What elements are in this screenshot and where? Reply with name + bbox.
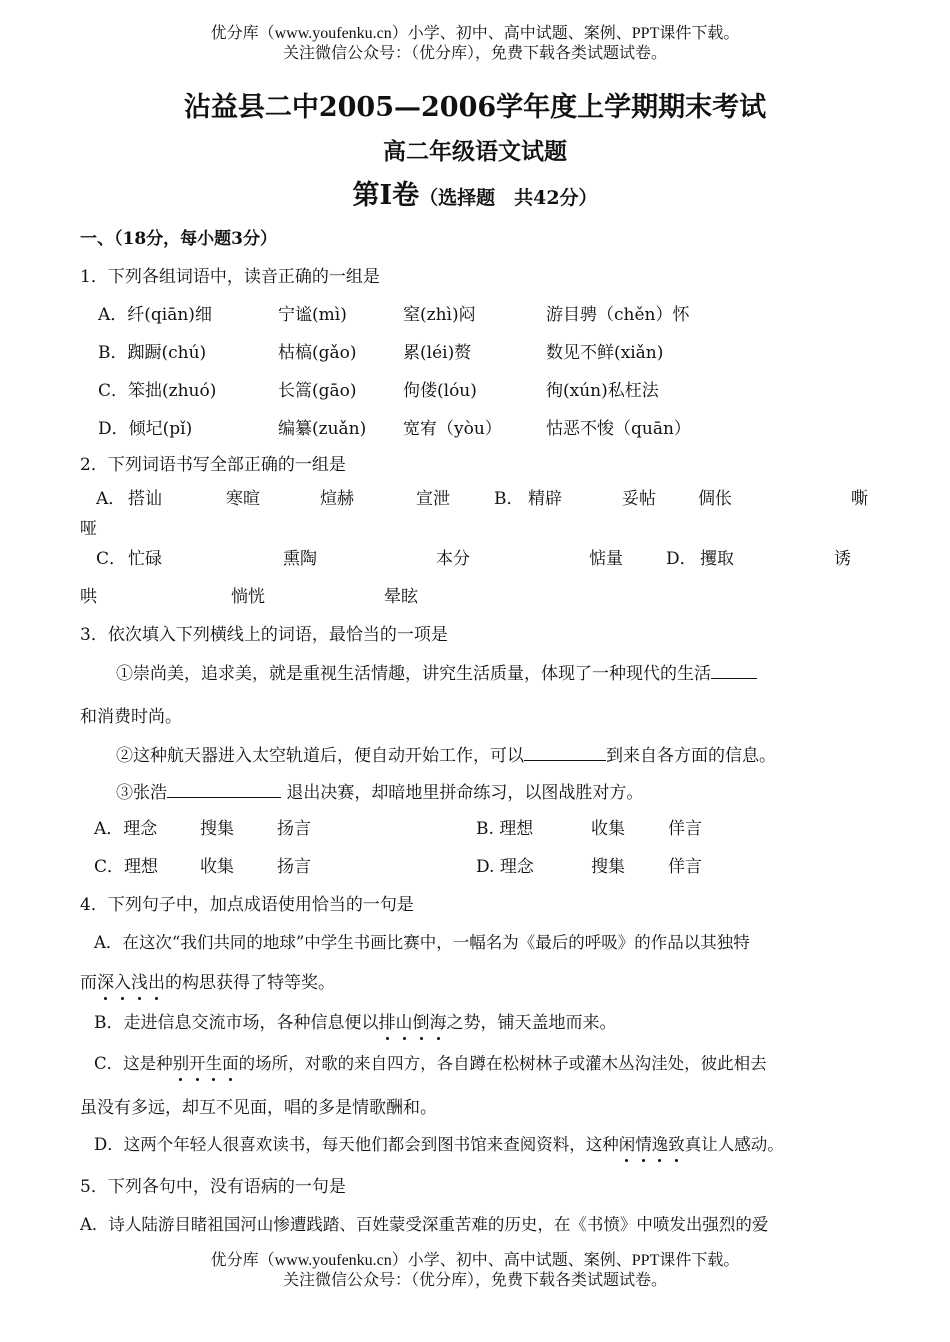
q3-opt-a-2: 搜集 bbox=[200, 819, 234, 839]
q4-a-line-2 bbox=[80, 972, 335, 994]
q3-opt-d-3: 佯言 bbox=[668, 857, 702, 877]
emphasis-char: 排 bbox=[378, 1013, 396, 1033]
q3-blank-1 bbox=[711, 662, 757, 679]
q4-b-idiom bbox=[379, 1013, 447, 1033]
q3-opt-d-1: D. 理念 bbox=[476, 857, 534, 877]
header-line-1: 优分库（www.youfenku.cn）小学、初中、高中试题、案例、PPT课件下载。 bbox=[210, 25, 740, 42]
q3-opt-c-2: 收集 bbox=[200, 857, 234, 877]
q1-b-4: 数见不鲜(xiǎn) bbox=[546, 343, 664, 363]
emphasis-char: 入 bbox=[114, 973, 131, 993]
q1-d-3: 宽宥（yòu） bbox=[403, 419, 502, 439]
q2-a-1: 搭讪 bbox=[128, 489, 162, 509]
q4-b-pre: B．走进信息交流市场，各种信息便以 bbox=[94, 1013, 379, 1033]
q2-b-2: 妥帖 bbox=[622, 489, 656, 509]
q2-d-2b: 哄 bbox=[80, 587, 97, 607]
emphasis-char: 逸 bbox=[651, 1135, 669, 1154]
emphasis-char: 倒 bbox=[412, 1013, 430, 1033]
q2-c-label: C． bbox=[96, 549, 127, 569]
q1-b-1: B．踟蹰(chú) bbox=[98, 343, 207, 363]
q3-sentence-2 bbox=[116, 744, 776, 767]
q3-opt-b-3: 佯言 bbox=[668, 819, 702, 839]
q3-s3-pre: ③张浩 bbox=[116, 783, 167, 803]
q2-b-3: 倜伥 bbox=[698, 489, 732, 509]
q1-c-3: 佝偻(lóu) bbox=[403, 381, 477, 401]
q1-d-1: D．倾圮(pǐ) bbox=[98, 419, 193, 439]
q1-d-4: 怙恶不悛（quān） bbox=[546, 419, 691, 439]
q2-d-1: 攫取 bbox=[700, 549, 734, 569]
q4-c-line-1 bbox=[94, 1053, 767, 1075]
emphasis-char: 浅 bbox=[131, 973, 148, 993]
q3-sentence-3 bbox=[116, 781, 643, 804]
footer-line-1: 优分库（www.youfenku.cn）小学、初中、高中试题、案例、PPT课件下载。 bbox=[210, 1252, 740, 1269]
q3-s1-text: ①崇尚美，追求美，就是重视生活情趣，讲究生活质量，体现了一种现代的生活 bbox=[116, 664, 711, 684]
q3-opt-a-3: 扬言 bbox=[277, 819, 311, 839]
q4-d-post: 真让人感动。 bbox=[684, 1135, 784, 1154]
q4-c-pre: C．这是种 bbox=[94, 1054, 173, 1073]
q4-a-idiom bbox=[97, 973, 165, 993]
q2-stem: 2．下列词语书写全部正确的一组是 bbox=[80, 455, 346, 475]
emphasis-char: 别 bbox=[172, 1054, 190, 1073]
q2-b-label: B． bbox=[494, 489, 524, 509]
q3-blank-2 bbox=[524, 744, 606, 761]
q3-blank-3 bbox=[167, 781, 281, 798]
q3-s1-cont: 和消费时尚。 bbox=[80, 707, 182, 727]
q2-a-3: 煊赫 bbox=[320, 489, 354, 509]
q2-a-label: A． bbox=[96, 489, 126, 509]
q1-stem: 1．下列各组词语中，读音正确的一组是 bbox=[80, 267, 380, 287]
q2-b-1: 精辟 bbox=[528, 489, 562, 509]
q2-c-2: 熏陶 bbox=[283, 549, 317, 569]
q4-c-line-2: 虽没有多远，却互不见面，唱的多是情歌酬和。 bbox=[80, 1098, 437, 1118]
q1-a-4: 游目骋（chěn）怀 bbox=[546, 305, 690, 325]
q3-opt-a-1: A．理念 bbox=[94, 819, 158, 839]
main-title: 沾益县二中2005—2006学年度上学期期末考试 bbox=[183, 92, 767, 123]
q2-a-4: 宣泄 bbox=[416, 489, 450, 509]
q3-opt-d-2: 搜集 bbox=[591, 857, 625, 877]
q1-b-3: 累(léi)赘 bbox=[403, 343, 472, 363]
q3-opt-c-1: C．理想 bbox=[94, 857, 159, 877]
emphasis-char: 深 bbox=[97, 973, 114, 993]
q3-s3-post: 退出决赛，却暗地里拼命练习，以图战胜对方。 bbox=[281, 783, 644, 803]
q4-a-pre: 而 bbox=[80, 973, 97, 993]
emphasis-char: 致 bbox=[668, 1135, 685, 1154]
emphasis-char: 山 bbox=[395, 1013, 413, 1033]
q3-opt-b-1: B. 理想 bbox=[476, 819, 534, 839]
q2-c-3: 本分 bbox=[436, 549, 470, 569]
emphasis-char: 情 bbox=[635, 1135, 652, 1154]
q4-d-pre: D．这两个年轻人很喜欢读书，每天他们都会到图书馆来查阅资料，这种 bbox=[94, 1135, 619, 1154]
q1-a-3: 窒(zhì)闷 bbox=[403, 305, 476, 325]
q3-sentence-1 bbox=[116, 662, 757, 685]
emphasis-char: 面 bbox=[222, 1054, 239, 1073]
emphasis-char: 海 bbox=[429, 1013, 447, 1033]
q2-d-2a: 诱 bbox=[834, 549, 851, 569]
q1-a-2: 宁谧(mì) bbox=[278, 305, 347, 325]
q1-c-4: 徇(xún)私枉法 bbox=[546, 381, 659, 401]
q2-a-2: 寒暄 bbox=[226, 489, 260, 509]
q1-c-1: C．笨拙(zhuó) bbox=[98, 381, 217, 401]
q3-opt-c-3: 扬言 bbox=[277, 857, 311, 877]
q1-d-2: 编纂(zuǎn) bbox=[278, 419, 367, 439]
q4-b-post: 之势，铺天盖地而来。 bbox=[446, 1013, 617, 1033]
q2-c-4: 惦量 bbox=[589, 549, 623, 569]
emphasis-char: 开 bbox=[189, 1054, 206, 1073]
q4-b-line bbox=[94, 1012, 617, 1034]
q2-b-4b: 哑 bbox=[80, 519, 97, 539]
q2-d-3: 惝恍 bbox=[231, 587, 265, 607]
footer-line-2: 关注微信公众号：（优分库），免费下载各类试题试卷。 bbox=[282, 1272, 667, 1289]
q1-a-1: A．纤(qiān)细 bbox=[98, 305, 212, 325]
q2-c-1: 忙碌 bbox=[128, 549, 162, 569]
sub-title: 高二年级语文试题 bbox=[383, 138, 567, 165]
volume-label: 第Ⅰ卷 bbox=[352, 180, 420, 211]
q3-opt-b-2: 收集 bbox=[591, 819, 625, 839]
section-heading: 一、（18分，每小题3分） bbox=[80, 229, 277, 249]
q5-stem: 5．下列各句中，没有语病的一句是 bbox=[80, 1177, 346, 1197]
q4-stem: 4．下列句子中，加点成语使用恰当的一句是 bbox=[80, 895, 414, 915]
q2-d-label: D． bbox=[666, 549, 697, 569]
q4-a-post: 的构思获得了特等奖。 bbox=[165, 973, 335, 993]
volume-note: （选择题 共42分） bbox=[419, 187, 598, 209]
q4-c-post: 的场所，对歌的来自四方，各自蹲在松树林子或灌木丛沟洼处，彼此相去 bbox=[238, 1054, 767, 1073]
q5-a-line-1: A．诗人陆游目睹祖国河山惨遭践踏、百姓蒙受深重苦难的历史，在《书愤》中喷发出强烈的爱 bbox=[80, 1215, 769, 1234]
q3-s2-post: 到来自各方面的信息。 bbox=[606, 746, 776, 766]
emphasis-char: 出 bbox=[148, 973, 165, 993]
q4-a-line-1: A．在这次“我们共同的地球”中学生书画比赛中，一幅名为《最后的呼吸》的作品以其独特 bbox=[94, 933, 750, 952]
q1-b-2: 枯槁(gǎo) bbox=[278, 343, 357, 363]
q3-s2-pre: ②这种航天器进入太空轨道后，便自动开始工作，可以 bbox=[116, 746, 524, 766]
q1-c-2: 长篙(gāo) bbox=[278, 381, 357, 401]
emphasis-char: 闲 bbox=[618, 1135, 636, 1154]
q2-d-4: 晕眩 bbox=[384, 587, 418, 607]
q4-d-idiom bbox=[619, 1135, 685, 1154]
volume-title bbox=[0, 178, 950, 217]
header-line-2: 关注微信公众号：（优分库），免费下载各类试题试卷。 bbox=[282, 45, 667, 62]
q2-b-4a: 嘶 bbox=[851, 489, 868, 509]
q4-d-line bbox=[94, 1134, 784, 1156]
emphasis-char: 生 bbox=[205, 1054, 223, 1073]
q4-c-idiom bbox=[173, 1054, 239, 1073]
q3-stem: 3．依次填入下列横线上的词语，最恰当的一项是 bbox=[80, 625, 448, 645]
